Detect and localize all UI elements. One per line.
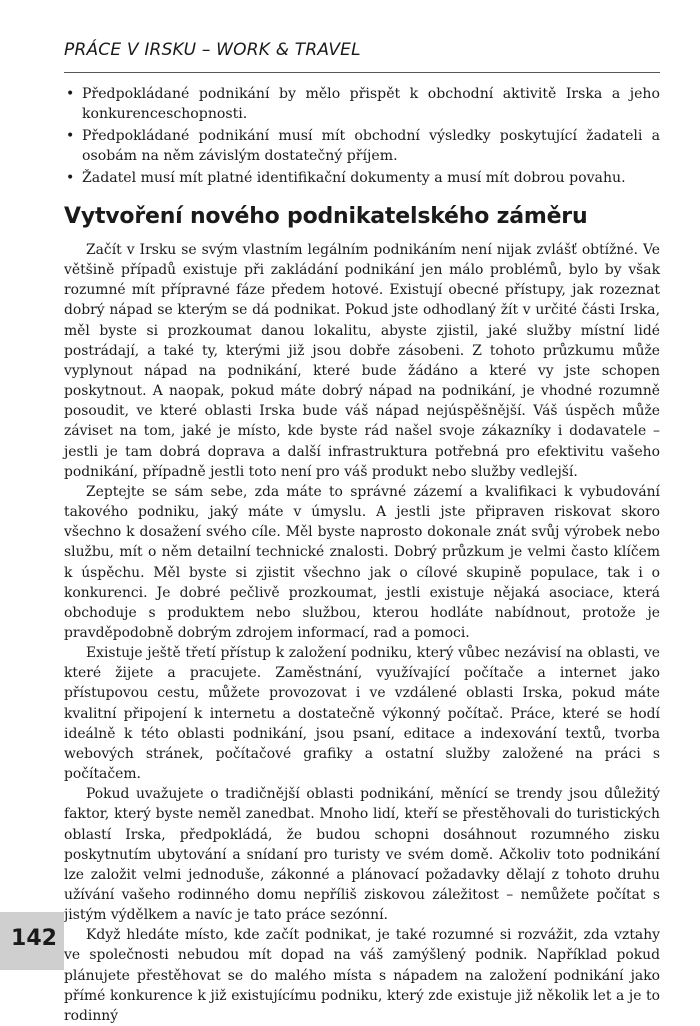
- page-number: 142: [11, 926, 57, 951]
- paragraph: Když hledáte místo, kde začít podnikat, je také rozumné si rozvážit, zda vztahy ve společnosti nebudou mít dopad na váš zamýšlený podnik. Například pokud plánujete přestěhovat se do malého místa s nápadem na založení podnikání jako přímé konkurence k již existujícímu podniku, který zde existuje již několik let a je to rodinný: [64, 927, 660, 1024]
- header-divider: [64, 72, 660, 73]
- list-item: • Předpokládané podnikání by mělo přispět k obchodní aktivitě Irska a jeho konkurenceschopnosti.: [64, 84, 660, 124]
- paragraph: Zeptejte se sám sebe, zda máte to správné zázemí a kvalifikaci k vybudování takového podniku, jaký máte v úmyslu. A jestli jste připraven riskovat skoro všechno k dosažení svého cíle. Měl byste naprosto dokonale znát svůj výrobek nebo službu, mít o něm detailní technické znalosti. Dobrý průzkum je velmi často klíčem k úspěchu. Měl byste si zjistit všechno jak o cílové skupině populace, tak i o konkurenci. Je dobré pečlivě prozkoumat, jestli existuje nějaká asociace, která obchoduje s produktem nebo službou, kterou hodláte nabídnout, protože je pravděpodobně dobrým zdrojem informací, rad a pomoci.: [64, 483, 660, 641]
- paragraph: Existuje ještě třetí přístup k založení podniku, který vůbec nezávisí na oblasti, ve které žijete a pracujete. Zaměstnání, využívající počítače a internet jako přístupovou cestu, můžete provozovat i ve vzdálené oblasti Irska, pokud máte kvalitní připojení k internetu a dostatečně výkonný počítač. Práce, které se hodí ideálně k této oblasti podnikání, jsou psaní, editace a indexování textů, tvorba webových stránek, počítačové grafiky a ostatní služby založené na práci s počítačem.: [64, 645, 660, 783]
- running-header: PRÁCE V IRSKU – WORK & TRAVEL: [64, 40, 361, 60]
- section-heading: Vytvoření nového podnikatelského záměru: [64, 204, 588, 229]
- paragraph: Pokud uvažujete o tradičnější oblasti podnikání, měnící se trendy jsou důležitý faktor, který byste neměl zanedbat. Mnoho lidí, kteří se přestěhovali do turistických oblastí Irska, předpokládá, že budou schopni dosáhnout rozumného zisku poskytnutím ubytování a snídaní pro turisty ve svém domě. Ačkoliv toto podnikání lze založit velmi jednoduše, zákonné a plánovací požadavky dělají z tohoto druhu užívání vašeho rodinného domu nepříliš ziskovou záležitost – nemůžete počítat s jistým výdělkem a navíc je tato práce sezónní.: [64, 786, 660, 924]
- list-item: • Předpokládané podnikání musí mít obchodní výsledky poskytující žadateli a osobám na něm závislým dostatečný příjem.: [64, 126, 660, 166]
- section-body: [64, 240, 660, 1026]
- paragraph: Začít v Irsku se svým vlastním legálním podnikáním není nijak zvlášť obtížné. Ve většině případů existuje při zakládání podnikání jen málo problémů, bylo by však rozumné mít přípravné fáze předem hotové. Existují obecné přístupy, jak rozeznat dobrý nápad se kterým se dá podnikat. Pokud jste odhodlaný žít v určité části Irska, měl byste si prozkoumat danou lokalitu, abyste zjistil, jaké služby místní lidé postrádají, a také ty, kterými již jsou dobře zásobeni. Z tohoto průzkumu může vyplynout nápad na podnikání, které bude žádáno a které vy jste schopen poskytnout. A naopak, pokud máte dobrý nápad na podnikání, je vhodné rozumně posoudit, ve které oblasti Irska bude váš nápad nejúspěšnější. Váš úspěch může záviset na tom, jaké je místo, kde byste rád našel svoje zákazníky i dodavatele – jestli je tam dobrá doprava a další infrastruktura potřebná pro efektivitu vašeho podnikání, případně jestli toto není pro váš produkt nebo služby vedlejší.: [64, 242, 660, 480]
- requirements-list: [64, 84, 660, 190]
- list-item: • Žadatel musí mít platné identifikační dokumenty a musí mít dobrou povahu.: [64, 168, 660, 188]
